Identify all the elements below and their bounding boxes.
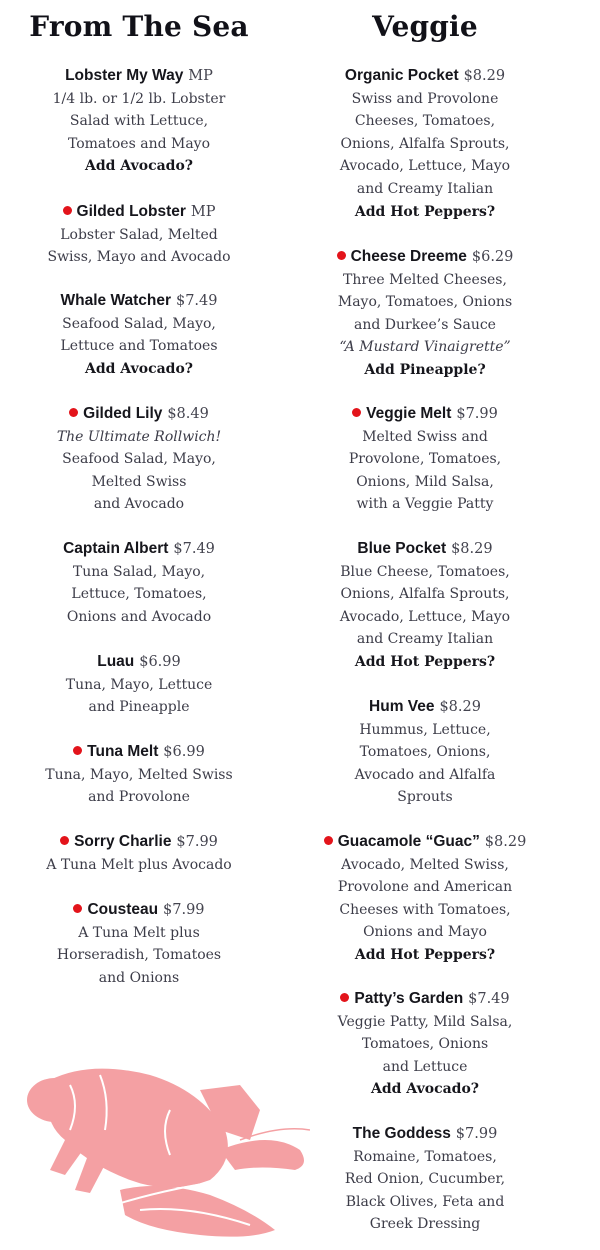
menu-item-sorry-charlie[interactable] xyxy=(0,830,278,876)
item-desc: Cheeses with Tomatoes, xyxy=(339,901,511,918)
item-price: $6.99 xyxy=(139,654,181,670)
item-desc: 1/4 lb. or 1/2 lb. Lobster xyxy=(52,90,226,107)
item-name: Gilded Lily xyxy=(83,405,163,422)
menu-item-captain-albert[interactable] xyxy=(0,537,278,628)
item-price: $8.29 xyxy=(439,699,481,715)
item-addon: Add Hot Peppers? xyxy=(354,653,496,670)
item-addon: Add Pineapple? xyxy=(364,361,486,378)
item-desc: Red Onion, Cucumber, xyxy=(344,1171,506,1188)
item-addon: Add Avocado? xyxy=(84,360,193,377)
menu-item-hum-vee[interactable] xyxy=(300,695,550,809)
item-desc: Seafood Salad, Mayo, xyxy=(62,315,216,332)
item-name: Guacamole “Guac” xyxy=(337,833,480,850)
featured-dot-icon xyxy=(73,746,82,755)
item-desc: A Tuna Melt plus xyxy=(78,924,200,941)
menu-item-lobster-my-way[interactable] xyxy=(0,64,278,178)
featured-dot-icon xyxy=(73,904,82,913)
item-name: Lobster My Way xyxy=(65,67,184,84)
menu-item-luau[interactable] xyxy=(0,650,278,719)
item-desc: Cheeses, Tomatoes, xyxy=(354,113,496,130)
item-price: $7.99 xyxy=(176,834,218,850)
item-desc: Melted Swiss xyxy=(91,473,187,490)
item-name: Blue Pocket xyxy=(357,540,447,557)
item-desc: Three Melted Cheeses, xyxy=(343,271,507,288)
section-heading-sea: From The Sea xyxy=(29,10,249,43)
featured-dot-icon xyxy=(340,993,349,1002)
item-desc: and Provolone xyxy=(88,789,190,806)
item-desc: Seafood Salad, Mayo, xyxy=(62,451,216,468)
item-desc: Blue Cheese, Tomatoes, xyxy=(340,563,510,580)
item-price: $7.99 xyxy=(163,902,205,918)
item-name: Luau xyxy=(97,653,135,670)
item-desc: Onions, Mild Salsa, xyxy=(356,473,494,490)
item-desc: and Creamy Italian xyxy=(356,631,494,648)
item-desc: and Pineapple xyxy=(88,699,190,716)
item-desc: Sprouts xyxy=(397,789,453,806)
item-desc: Mayo, Tomatoes, Onions xyxy=(337,294,513,311)
item-desc: Swiss and Provolone xyxy=(351,90,499,107)
featured-dot-icon xyxy=(337,251,346,260)
lobster-illustration-icon xyxy=(10,1030,310,1250)
item-desc: and Creamy Italian xyxy=(356,180,494,197)
item-desc: Onions, Alfalfa Sprouts, xyxy=(340,135,510,152)
menu-item-guacamole[interactable] xyxy=(300,830,550,967)
item-desc: Avocado, Lettuce, Mayo xyxy=(339,608,511,625)
item-name: Tuna Melt xyxy=(87,743,159,760)
item-desc: and Onions xyxy=(98,969,180,986)
item-desc: Avocado, Melted Swiss, xyxy=(341,856,509,873)
item-price: $8.29 xyxy=(463,68,506,84)
item-desc: and Avocado xyxy=(93,496,185,513)
menu-item-the-goddess[interactable] xyxy=(300,1122,550,1236)
menu-item-veggie-melt[interactable] xyxy=(300,402,550,516)
item-desc: with a Veggie Patty xyxy=(356,496,494,513)
item-desc: Avocado and Alfalfa xyxy=(354,766,496,783)
item-desc: Avocado, Lettuce, Mayo xyxy=(339,158,511,175)
item-desc: Lettuce, Tomatoes, xyxy=(71,586,207,603)
featured-dot-icon xyxy=(324,836,333,845)
item-desc: Veggie Patty, Mild Salsa, xyxy=(337,1013,513,1030)
item-desc: Melted Swiss and xyxy=(362,428,488,445)
item-addon: Add Hot Peppers? xyxy=(354,946,496,963)
item-desc: Tuna Salad, Mayo, xyxy=(72,563,206,580)
featured-dot-icon xyxy=(69,408,78,417)
item-name: Veggie Melt xyxy=(366,405,452,422)
item-price: $8.49 xyxy=(167,406,209,422)
item-price: $6.29 xyxy=(471,249,514,265)
item-name: The Goddess xyxy=(352,1125,451,1142)
section-veggie xyxy=(300,0,550,1233)
item-desc: Lobster Salad, Melted xyxy=(60,226,218,243)
item-name: Patty’s Garden xyxy=(354,990,464,1007)
menu-item-gilded-lily[interactable] xyxy=(0,402,278,516)
item-desc: Onions, Alfalfa Sprouts, xyxy=(340,586,510,603)
item-desc: A Tuna Melt plus Avocado xyxy=(46,856,232,873)
item-price: $7.49 xyxy=(175,293,218,309)
menu-item-pattys-garden[interactable] xyxy=(300,987,550,1101)
section-heading-veggie: Veggie xyxy=(372,10,478,43)
item-name: Organic Pocket xyxy=(344,67,459,84)
item-addon: Add Hot Peppers? xyxy=(354,203,496,220)
item-desc: Tomatoes, Onions, xyxy=(359,744,491,761)
menu-item-blue-pocket[interactable] xyxy=(300,537,550,674)
item-name: Captain Albert xyxy=(63,540,169,557)
item-desc: Greek Dressing xyxy=(369,1216,481,1233)
item-desc: Tomatoes, Onions xyxy=(361,1036,489,1053)
item-price: $7.99 xyxy=(456,406,498,422)
menu-item-cheese-dreeme[interactable] xyxy=(300,245,550,382)
item-desc: Tomatoes and Mayo xyxy=(67,135,211,152)
item-desc: and Lettuce xyxy=(382,1058,468,1075)
featured-dot-icon xyxy=(60,836,69,845)
menu-item-gilded-lobster[interactable] xyxy=(0,200,278,269)
featured-dot-icon xyxy=(63,206,72,215)
featured-dot-icon xyxy=(352,408,361,417)
section-from-the-sea xyxy=(0,0,278,986)
item-name: Gilded Lobster xyxy=(76,203,186,220)
item-desc: Salad with Lettuce, xyxy=(69,113,209,130)
item-addon: Add Avocado? xyxy=(84,158,193,175)
item-desc: Onions and Avocado xyxy=(66,608,212,625)
item-tagline: “A Mustard Vinaigrette” xyxy=(339,339,511,356)
item-price: $7.99 xyxy=(455,1126,498,1142)
item-desc: Tuna, Mayo, Melted Swiss xyxy=(45,766,233,783)
item-name: Cheese Dreeme xyxy=(350,248,467,265)
item-price: $6.99 xyxy=(163,744,205,760)
item-price: $7.49 xyxy=(468,991,510,1007)
item-price: $8.29 xyxy=(484,834,527,850)
item-price: $7.49 xyxy=(173,541,215,557)
item-name: Sorry Charlie xyxy=(74,833,172,850)
item-addon: Add Avocado? xyxy=(370,1081,479,1098)
menu-item-organic-pocket[interactable] xyxy=(300,64,550,223)
item-desc: Horseradish, Tomatoes xyxy=(56,947,222,964)
menu-item-whale-watcher[interactable] xyxy=(0,289,278,380)
item-desc: Romaine, Tomatoes, xyxy=(353,1148,497,1165)
item-price: MP xyxy=(188,68,213,84)
item-desc: Onions and Mayo xyxy=(363,924,487,941)
item-desc: Black Olives, Feta and xyxy=(345,1193,505,1210)
item-desc: Tuna, Mayo, Lettuce xyxy=(65,676,213,693)
item-desc: Provolone, Tomatoes, xyxy=(348,451,502,468)
menu-item-tuna-melt[interactable] xyxy=(0,740,278,809)
item-price: $8.29 xyxy=(451,541,493,557)
menu-item-cousteau[interactable] xyxy=(0,898,278,989)
item-name: Cousteau xyxy=(87,901,159,918)
item-desc: and Durkee’s Sauce xyxy=(354,316,496,333)
item-desc: Swiss, Mayo and Avocado xyxy=(47,249,231,266)
item-desc: Lettuce and Tomatoes xyxy=(60,338,218,355)
item-price: MP xyxy=(190,204,216,220)
item-name: Whale Watcher xyxy=(60,292,172,309)
item-desc: Provolone and American xyxy=(337,879,513,896)
item-tagline: The Ultimate Rollwich! xyxy=(56,428,222,445)
item-desc: Hummus, Lettuce, xyxy=(359,721,491,738)
item-name: Hum Vee xyxy=(369,698,435,715)
